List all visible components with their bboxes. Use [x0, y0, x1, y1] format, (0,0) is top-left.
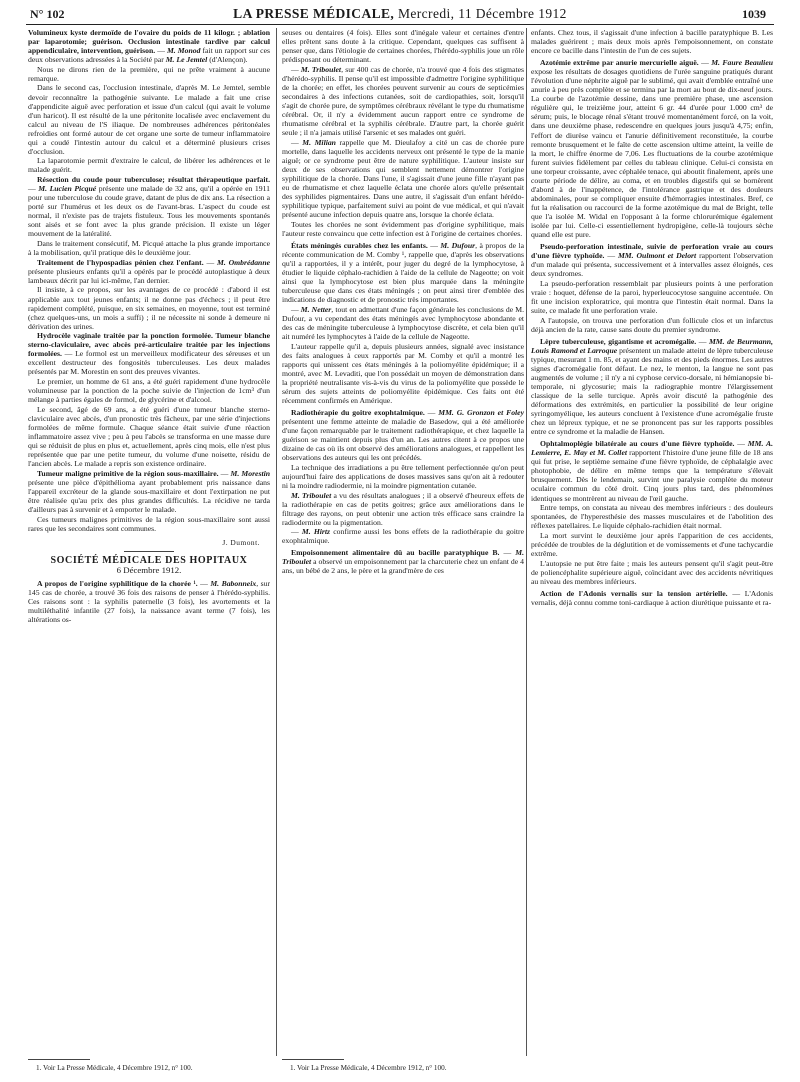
column-2	[282, 28, 524, 576]
paragraph: L'autopsie ne put être faite ; mais les auteurs pensent qu'il s'agit peut-être de poliencéphalite supérieure aiguë, coïncidant avec des accidents névritiques au niveau des membres inférieurs.	[531, 558, 773, 586]
author-name: M. Monod	[166, 46, 201, 56]
author-name: M. Netter	[300, 304, 332, 314]
paragraph: Le premier, un homme de 61 ans, a été guéri rapidement d'une hydrocèle volumineuse par la ponction de la poche suivie de l'injection de 1cm³ d'un mélange à parties égales de formol, de glycérine et d'alcool.	[28, 377, 270, 405]
article-title: États méningés curables chez les enfants.	[291, 240, 428, 250]
paragraph: Dans le traitement consécutif, M. Picqué attache la plus grande importance à la mobilisation, qu'il pratique dès le deuxième jour.	[28, 239, 270, 258]
article-empoisonnement: Empoisonnement alimentaire dû au bacille paratyphique B. — M. Triboulet a observé un empoisonnement par la charcuterie chez un enfant de 4 ans, un bébé de 2 ans, le père et la grand'mère de ces	[282, 548, 524, 576]
footnote: 1. Voir La Presse Médicale, 4 Décembre 1912, n° 100.	[36, 1064, 193, 1072]
paragraph: enfants. Chez tous, il s'agissait d'une infection à bacille paratyphique B. Les malades guérirent ; mais deux mois après l'empoisonnement, on constate encore ce bacille dans l'intestin de l'un de ces sujets.	[531, 28, 773, 56]
article-title: Radiothérapie du goitre exophtalmique.	[291, 407, 425, 417]
signature: J. Dumont.	[222, 537, 260, 547]
article-radiotherapie: Radiothérapie du goitre exophtalmique. — MM. G. Gronzon et Foley présentent une femme atteinte de maladie de Basedow, qui a été améliorée d'une façon remarquable par le traitement radiothérapique, et chez laquelle la guérison se maintient depuis plus d'un an. Les autres citent à ce propos une dizaine de cas où ils ont observé des améliorations analogues, et rappellent les observations des auteurs qui les ont précédés.	[282, 407, 525, 463]
article-title: Volumineux kyste dermoïde de l'ovaire du poids de 11 kilogr. ; ablation par laparotomie; guérison. Occlusion intestinale tardive par calcul appendiculaire, intervention, guérison.	[28, 28, 270, 56]
article-title: Traitement de l'hypospadias pénien chez l'enfant.	[37, 257, 204, 267]
author-name: M. Le Jemtel	[165, 55, 208, 65]
author-name: M. Babonneix	[210, 578, 257, 588]
article-pseudo-perforation: Pseudo-perforation intestinale, suivie de perforation vraie au cours d'une fièvre typhoïde. — MM. Oulmont et Delort rapportent l'observation d'un malade qui présenta, successivement et à intervalles assez éloignés, ces deux syndromes.	[531, 242, 774, 279]
article-lepre: Lèpre tuberculeuse, gigantisme et acromégalie. — MM. de Beurmann, Louis Ramond et Larroque présentent un malade atteint de lèpre tuberculeuse typique, mesurant 1 m. 85, et ayant des mains et des pieds énormes. Les autres signes d'acromégalie font défaut. Le nez, le menton, la langue ne sont pas augmentés de volume ; il n'y a ni cyphose cervico-dorsale, ni hémianopsie bi-temporale, ni glycosurie; mais la radiographie montre l'élargissement classique de la selle turcique. Après avoir discuté la pathogénie des déformations des extrémités, en particulier la possibilité de leur origine syringomyélique, les auteurs concluent à l'existence d'une acromégalie fruste chez un lépreux typique, et ne se prononcent pas sur les rapports possibles entre ce syndrome et la maladie de Hansen.	[531, 336, 773, 437]
author-name: M. Milian	[302, 137, 336, 147]
footnote: 1. Voir La Presse Médicale, 4 Décembre 1912, n° 100.	[290, 1064, 447, 1072]
author-name: M. Morestin	[230, 468, 271, 478]
paragraph: La pseudo-perforation ressemblait par plusieurs points à une perforation vraie : hoquet, défense de la paroi, hyperleucocytose sanguine accentuée. On fit une incision exploratrice, qui montra que l'intestin était normal. Dans la suite, ce malade fit une perforation vraie.	[531, 278, 773, 315]
paragraph: Ces tumeurs malignes primitives de la région sous-maxillaire sont aussi rares que les secondaires sont communes.	[28, 514, 270, 533]
footnote-rule	[282, 1059, 344, 1060]
column-1	[28, 28, 270, 625]
article-hypospadias: Traitement de l'hypospadias pénien chez l'enfant. — M. Ombrédanne présente plusieurs enfants qu'il a opérés par le procédé autoplastique à deux lambeaux décrit par lui ici-même, l'an dernier.	[28, 257, 271, 285]
issue-date: Mercredi, 11 Décembre 1912	[397, 6, 567, 21]
author-name: M. Hirtz	[301, 527, 331, 537]
paragraph: A l'autopsie, on trouva une perforation d'un follicule clos et un infarctus déjà ancien de la rate, cause sans doute du premier syndrome.	[531, 315, 773, 334]
paragraph: M. Triboulet a vu des résultats analogues ; il a observé d'heureux effets de la radiothérapie en cas de petits goitres; grâce aux améliorations dans le filtrage des rayons, on peut obtenir une action très efficace sans craindre la radiodermite ou la pigmentation.	[282, 490, 524, 527]
paragraph: — M. Milian rappelle que M. Dieulafoy a cité un cas de chorée pure mortelle, dans laquelle les accidents nerveux ont présenté le type de la manie aiguë; or ce syndrome peut être de nature syphilitique. L'auteur insiste sur deux de ses observations qui semblent nettement démontrer l'origine syphilitique de la chorée. Dans l'une, il s'agissait d'une jeune fille n'ayant pas eu de rhumatisme et chez laquelle éclata une chorée alors qu'elle présentait des syphilides pigmentaires. Dans une autre, il s'agissait d'un enfant hérédo-syphilitique typique, parfaitement suivi au point de vue médical, et qui n'avait présenté aucune infection depuis quatre ans, lorsque la chorée éclata.	[282, 137, 525, 220]
paragraph: seuses ou dentaires (4 fois). Elles sont d'inégale valeur et certaines d'entre elles prêtent sans doute à la critique. Cependant, quelques cas suffisent à penser que, dans l'étiologie de certaines chorées, l'hérédo-syphilis joue un rôle prédisposant ou déterminant.	[282, 28, 524, 65]
paragraph: Le second, âgé de 69 ans, a été guéri d'une tumeur blanche sterno-claviculaire avec abcès, d'un pronostic très fâcheux, par une série d'injections formolées de même formule. Chaque séance était suivie d'une réaction inflammatoire assez vive ; peu à peu l'abcès se transforma en une masse dure qui se réduisit de plus en plus et, actuellement, après cinq mois, elle n'est plus représentée que par une petite tumeur, du volume d'une noisette, résidu de l'ancien abcès. Le malade a repris son existence ordinaire.	[28, 404, 270, 469]
article-tumeur-maligne: Tumeur maligne primitive de la région sous-maxillaire. — M. Morestin présente une pièce d'épithélioma ayant probablement pris naissance dans l'appareil excréteur de la glande sous-maxillaire et dont l'extirpation ne put être réalisée qu'au prix des plus grandes difficultés. La récidive ne tarda d'ailleurs pas à survenir et à emporter le malade.	[28, 468, 271, 514]
running-title	[16, 6, 784, 22]
article-title: Résection du coude pour tuberculose; résultat thérapeutique parfait.	[37, 175, 270, 185]
article-ophtalmoplegie: Ophtalmoplégie bilatérale au cours d'une fièvre typhoïde. — MM. A. Lemierre, E. May et M. Collet rapportent l'histoire d'une jeune fille de 18 ans qui fut prise, le septième semaine d'une fièvre typhoïde, de céphalalgie avec photophobie, de délire en même temps que la température s'élevait brusquement. Dès le lendemain, survint une paralysie complète du moteur oculaire commun du côté droit. Cinq jours plus tard, des phénomènes identiques se montrèrent au niveau de l'œil gauche.	[531, 439, 774, 503]
paragraph: Entre temps, on constata au niveau des membres inférieurs : des douleurs spontanées, de l'hyperesthésie des masses musculaires et de l'abolition des réflexes patellaires. Le liquide céphalo-rachidien était normal.	[531, 503, 773, 531]
article-etats-meninges: États méningés curables chez les enfants. — M. Dufour, à propos de la récente communication de M. Comby ¹, rappelle que, d'après les observations qu'il a rapportées, il y a intérêt, pour juger du degré de la lymphocytose, à étudier le liquide céphalo-rachidien à l'aide de la cellule de Nageotte; on voit ainsi que la lymphocytose est bien plus marquée dans la méningite tuberculeuse que dans ces états méningés ; on peut ainsi tirer d'emblée des indications de diagnostic et de pronostic très importantes.	[282, 240, 525, 305]
paragraph: — M. Triboulet, sur 400 cas de chorée, n'a trouvé que 4 fois des stigmates d'hérédo-syphilis. Il pense qu'il est impossible d'admettre l'origine syphilitique de la chorée; en effet, les chorées peuvent survenir au cours de septicémies secondaires à des infections cutanées, soit de cardiopathies, soit, lorsqu'il s'agit de chorée pure, de symptômes cérébraux révélant le type du rhumatisme cérébral. Or, il n'y a évidemment aucun rapport entre ce syndrome de rhumatisme cérébral et la syphilis cérébrale. D'autre part, la chorée guérit seule ; il n'a jamais utilisé l'arsenic et ses malades ont guéri.	[282, 64, 524, 138]
author-name: M. Dufour	[440, 240, 476, 250]
article-title: A propos de l'origine syphilitique de la chorée ¹.	[37, 578, 198, 588]
author-name: M. Lucien Picqué	[38, 184, 97, 194]
author-name: M. Triboulet	[291, 490, 332, 500]
article-hydrocele: Hydrocèle vaginale traitée par la ponction formolée. Tumeur blanche sterno-claviculaire, avec abcès pré-articulaire traitée par les injections formolées. — Le formol est un merveilleux modificateur des séreuses et un excellent destructeur des fongosités tuberculeuses. Les deux malades présentés par M. Morestin en sont des preuves vivantes.	[28, 331, 270, 377]
paragraph: — M. Netter, tout en admettant d'une façon générale les conclusions de M. Dufour, a vu cependant des états méningés avec lymphocytose abondante et des cas de méningite tuberculeuse à lymphocytose discrète, et cela bien qu'il ait numéré les lymphocytes à l'aide de la cellule de Nageotte.	[282, 304, 525, 341]
article-resection-coude: Résection du coude pour tuberculose; résultat thérapeutique parfait. — M. Lucien Picqué présente une malade de 32 ans, qu'il a opérée en 1911 pour une tuberculose du coude grave, datant de plus de dix ans. La résection a porté sur l'humérus et les deux os de l'avant-bras. L'aspect du coude est normal, il n'existe pas de trajets fistuleux. Tous les mouvements spontanés sont aisés et se font avec la plus grande précision. Il existe un léger mouvement de la latéralité.	[28, 175, 271, 239]
article-title: Tumeur maligne primitive de la région sous-maxillaire.	[37, 468, 219, 478]
article-title: Lèpre tuberculeuse, gigantisme et acromégalie.	[540, 336, 697, 346]
section-title: SOCIÉTÉ MÉDICALE DES HOPITAUX	[50, 554, 248, 566]
page-header	[16, 4, 784, 24]
article-title: Ophtalmoplégie bilatérale au cours d'une fièvre typhoïde.	[540, 439, 735, 449]
article-kyste-dermoide: Volumineux kyste dermoïde de l'ovaire du poids de 11 kilogr. ; ablation par laparotomie; guérison. Occlusion intestinale tardive par calcul appendiculaire, intervention, guérison. — M. Monod fait un rapport sur ces deux observations adressées à la Société par M. Le Jemtel (d'Alençon).	[28, 28, 270, 65]
section-rule	[124, 551, 174, 552]
header-rule	[26, 24, 774, 25]
author-name: M. Triboulet	[300, 64, 342, 74]
article-title: Hydrocèle vaginale traitée par la ponction formolée. Tumeur blanche sterno-claviculaire, avec abcès pré-articulaire traitée par les injections formolées.	[28, 331, 270, 359]
paragraph: Nous ne dirons rien de la première, qui ne prête vraiment à aucune remarque.	[28, 64, 270, 83]
author-name: M. Faure Beaulieu	[711, 58, 774, 68]
article-adonis: Action de l'Adonis vernalis sur la tension artérielle. — L'Adonis vernalis, déjà connu comme toni-cardiaque à action diurétique puissante et ra-	[531, 588, 774, 607]
author-name: MM. de Beurmann, Louis Ramond et Larroque	[531, 336, 773, 355]
paragraph: La technique des irradiations a pu être tellement perfectionnée qu'on peut aujourd'hui faire des applications de doses massives sans qu'on ait à redouter ni la moindre radiodermie, ni la moindre pigmentation cutanée.	[282, 462, 524, 490]
paragraph: Il insiste, à ce propos, sur les avantages de ce procédé : d'abord il est applicable aux tout jeunes enfants; il ne donne pas d'échecs ; il peut être rapidement complété, puisque, en six semaines, en moyenne, tout est terminé (chez quelques-uns, un mois a suffi) ; il ne nécessite ni sonde à demeure ni dérivation des urines.	[28, 285, 270, 331]
article-title: Action de l'Adonis vernalis sur la tension artérielle.	[540, 588, 728, 598]
author-name: M. Ombrédanne	[217, 257, 271, 267]
section-date: 6 Décembre 1912.	[116, 564, 182, 575]
article-chorée: A propos de l'origine syphilitique de la chorée ¹. — M. Babonneix, sur 145 cas de chorée, a trouvé 36 fois des raisons de penser à l'hérédo-syphilis. Ces raisons sont : la syphilis paternelle (3 fois), les avortements et la multiléthalité infantile (27 fois), la naissance avant terme (7 fois), les altérations os-	[28, 578, 271, 625]
author-name: MM. A. Lemierre, E. May et M. Collet	[531, 439, 774, 458]
paragraph: L'auteur rappelle qu'il a, depuis plusieurs années, signalé avec insistance des faits analogues à ceux rapportés par M. Comby et qu'il a montré les rapports qui unissent ces états méningés à la poliomyélite épidémique; il a montré, avec M. Levaditi, que l'on possédait un moyen de démonstration dans la propriété neutralisante vis-à-vis du virus de la poliomyélite que possède le sérum des sujets atteints de poliomyélite épidémique. Ces faits ont été récemment confirmés en Amérique.	[282, 341, 524, 405]
paragraph: La laparotomie permit d'extraire le calcul, de libérer les adhérences et le malade guérit.	[28, 156, 270, 175]
article-title: Azotémie extrême par anurie mercurielle aiguë.	[540, 58, 699, 68]
article-azotemie: Azotémie extrême par anurie mercurielle aiguë. — M. Faure Beaulieu expose les résultats de dosages quotidiens de l'urée sanguine pratiqués durant l'évolution d'une néphrite aiguë par le sublimé, qui avait d'emblée entraîné une anurie à peu près complète et se termina par la mort au bout de dix-neuf jours. La courbe de l'azotémie dessine, dans une première phase, une ascension régulière qui, le treizième jour, atteint 6 gr. 44 d'urée pour 1.000 cm³ de sérum; puis, le blocage rénal s'étant trouvé momentanément forcé, on la voit, dans une deuxième phase, redescendre en quelques jours jusqu'à 4,75; enfin, l'effort de diurèse vaincu et l'anurie définitivement reconstituée, la courbe remonte brusquement et le faîte de cette ascension ultime atteint, la veille de la mort, le chiffre énorme de 7,06. Les fluctuations de la courbe azotémique furent suivies fidèlement par celles du tableau clinique. Celui-ci consista en une torpeur croissante, avec céphalée tenace, qui aboutit finalement, après une courte période de délire, au coma, et en troubles digestifs qui se bornèrent d'abord à de l'inappétence, de l'intolérance gastrique et des douleurs abdominales, pour se compliquer ensuite d'hémorragies intestinales. Bref, ce fut la réalisation ou raccourci de la forme azotémique du mal de Bright, telle que l'a isolée M. Widal en l'opposant à la forme chlorurémique également isolée par lui. Celle-ci essentiellement hydropigène, celle-là toujours sèche quand elle est pure.	[531, 58, 774, 240]
column-divider-1	[276, 28, 277, 1056]
footnote-rule	[28, 1059, 90, 1060]
paragraph: — M. Hirtz confirme aussi les bons effets de la radiothérapie du goitre exophtalmique.	[282, 527, 525, 546]
author-name: MM. G. Gronzon et Foley	[438, 407, 525, 417]
column-3	[531, 28, 773, 607]
author-name: MM. Oulmont et Delort	[617, 251, 697, 261]
author-name: M. Triboulet	[282, 548, 524, 567]
issue-number: N° 102	[30, 7, 65, 21]
paragraph: Toutes les chorées ne sont évidemment pas d'origine syphilitique, mais l'auteur reste convaincu que cette infection est à l'origine de certaines chorées.	[282, 219, 524, 238]
paragraph: La mort survint le deuxième jour après l'apparition de ces accidents, précédée de troubles de la déglutition et de vomissements et d'une tachycardie extrême.	[531, 530, 773, 558]
page-number: 1039	[742, 7, 766, 21]
article-title: Empoisonnement alimentaire dû au bacille paratyphique B.	[291, 548, 500, 558]
column-divider-2	[526, 28, 527, 1056]
article-title: Pseudo-perforation intestinale, suivie de perforation vraie au cours d'une fièvre typhoïde.	[531, 242, 773, 261]
paragraph: Dans le second cas, l'occlusion intestinale, d'après M. Le Jemtel, semble devoir reconnaître la pathogénie suivante. Le malade a fait une crise d'appendicite aiguë avec perforation et issue d'un calcul (qui avait le volume d'un haricot). Il est résulté de la une péritonite localisée avec enclavement du calcul au niveau de l'S iliaque. De nombreuses adhérences péritonéales refroidies ont formé autour de cet organe une sorte de tumeur inflammatoire qui a coudé l'intestin autour du calcul et a déterminé plusieurs crises d'occlusion.	[28, 83, 270, 156]
journal-title: LA PRESSE MÉDICALE,	[233, 6, 395, 21]
